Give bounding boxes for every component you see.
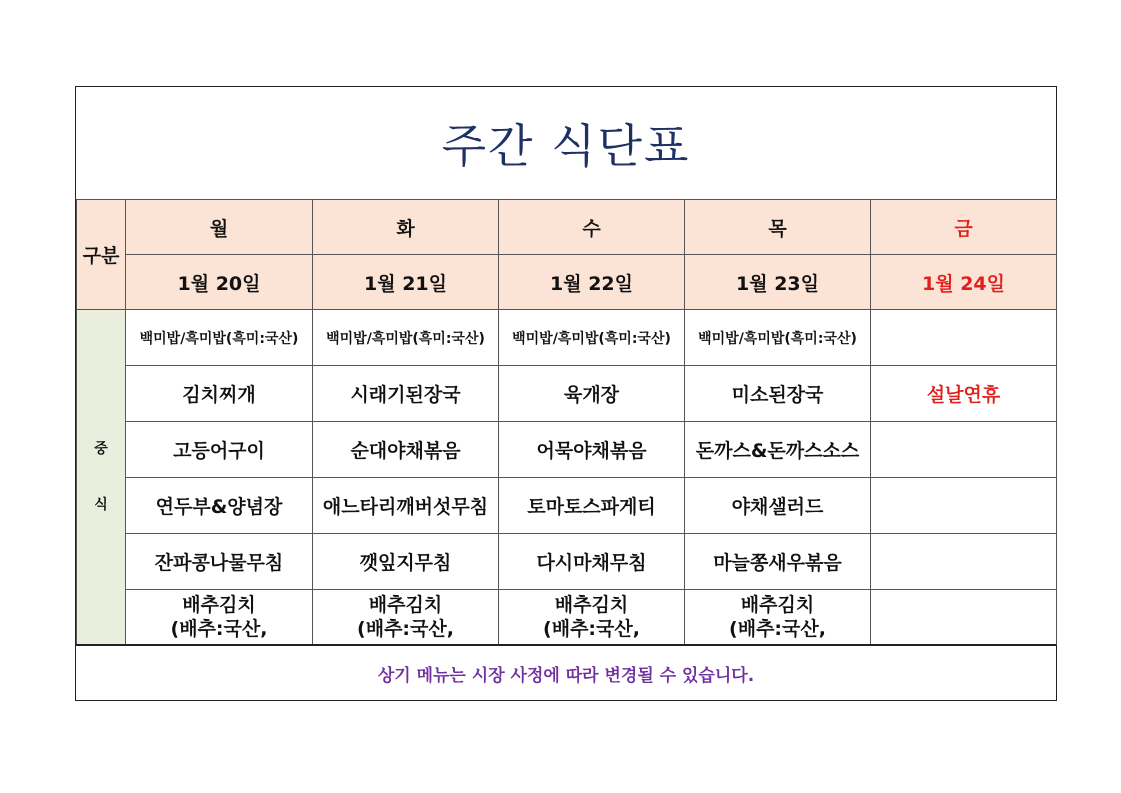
day-mon: 월: [126, 200, 313, 255]
title-row: [76, 87, 1056, 201]
rice-row: [77, 310, 1057, 366]
category-label: 구분: [77, 200, 126, 310]
kimchi-thu: [685, 590, 871, 645]
side1-row: [77, 478, 1057, 534]
main-wed: 어묵야채볶음: [499, 422, 685, 478]
day-wed: 수: [499, 200, 685, 255]
kimchi-fri: [871, 590, 1057, 645]
side1-thu: 야채샐러드: [685, 478, 871, 534]
kimchi-tue: [313, 590, 499, 645]
side1-mon: 연두부&양념장: [126, 478, 313, 534]
holiday-label: 설날연휴: [871, 366, 1057, 422]
side2-mon: 잔파콩나물무침: [126, 534, 313, 590]
kimchi-wed-line1: 배추김치: [554, 594, 629, 616]
day-fri: 금: [871, 200, 1057, 255]
kimchi-tue-line2: (배추:국산,: [357, 618, 454, 640]
date-fri: 1월 24일: [871, 255, 1057, 310]
soup-mon: 김치찌개: [126, 366, 313, 422]
soup-thu: 미소된장국: [685, 366, 871, 422]
rice-tue: 백미밥/흑미밥(흑미:국산): [313, 310, 499, 366]
lunch-label-line2: 식: [94, 497, 108, 513]
date-thu: 1월 23일: [685, 255, 871, 310]
kimchi-wed: [499, 590, 685, 645]
soup-wed: 육개장: [499, 366, 685, 422]
main-fri: [871, 422, 1057, 478]
soup-row: [77, 366, 1057, 422]
date-tue: 1월 21일: [313, 255, 499, 310]
kimchi-thu-line1: 배추김치: [740, 594, 815, 616]
rice-thu: 백미밥/흑미밥(흑미:국산): [685, 310, 871, 366]
date-row: [77, 255, 1057, 310]
day-thu: 목: [685, 200, 871, 255]
side2-fri: [871, 534, 1057, 590]
side1-fri: [871, 478, 1057, 534]
date-mon: 1월 20일: [126, 255, 313, 310]
side2-thu: 마늘쫑새우볶음: [685, 534, 871, 590]
kimchi-mon-line2: (배추:국산,: [170, 618, 268, 640]
menu-sheet: [75, 86, 1057, 701]
side1-tue: 애느타리깨버섯무침: [313, 478, 499, 534]
rice-wed: 백미밥/흑미밥(흑미:국산): [499, 310, 685, 366]
page-title: 주간 식단표: [441, 119, 691, 173]
rice-mon: 백미밥/흑미밥(흑미:국산): [126, 310, 313, 366]
side2-tue: 깻잎지무침: [313, 534, 499, 590]
kimchi-mon: [126, 590, 313, 645]
lunch-label-line1: 중: [94, 441, 108, 457]
lunch-label: [77, 310, 126, 645]
kimchi-mon-line1: 배추김치: [182, 594, 256, 616]
kimchi-wed-line2: (배추:국산,: [543, 618, 640, 640]
footer-note: 상기 메뉴는 시장 사정에 따라 변경될 수 있습니다.: [377, 665, 755, 686]
main-row: [77, 422, 1057, 478]
day-row: [77, 200, 1057, 255]
kimchi-row: [77, 590, 1057, 645]
date-wed: 1월 22일: [499, 255, 685, 310]
main-thu: 돈까스&돈까스소스: [685, 422, 871, 478]
side2-wed: 다시마채무침: [499, 534, 685, 590]
rice-fri: [871, 310, 1057, 366]
main-mon: 고등어구이: [126, 422, 313, 478]
footer-note-row: [76, 644, 1056, 700]
day-tue: 화: [313, 200, 499, 255]
kimchi-thu-line2: (배추:국산,: [729, 618, 826, 640]
side2-row: [77, 534, 1057, 590]
menu-table: [76, 199, 1057, 645]
soup-tue: 시래기된장국: [313, 366, 499, 422]
main-tue: 순대야채볶음: [313, 422, 499, 478]
kimchi-tue-line1: 배추김치: [368, 594, 443, 616]
side1-wed: 토마토스파게티: [499, 478, 685, 534]
